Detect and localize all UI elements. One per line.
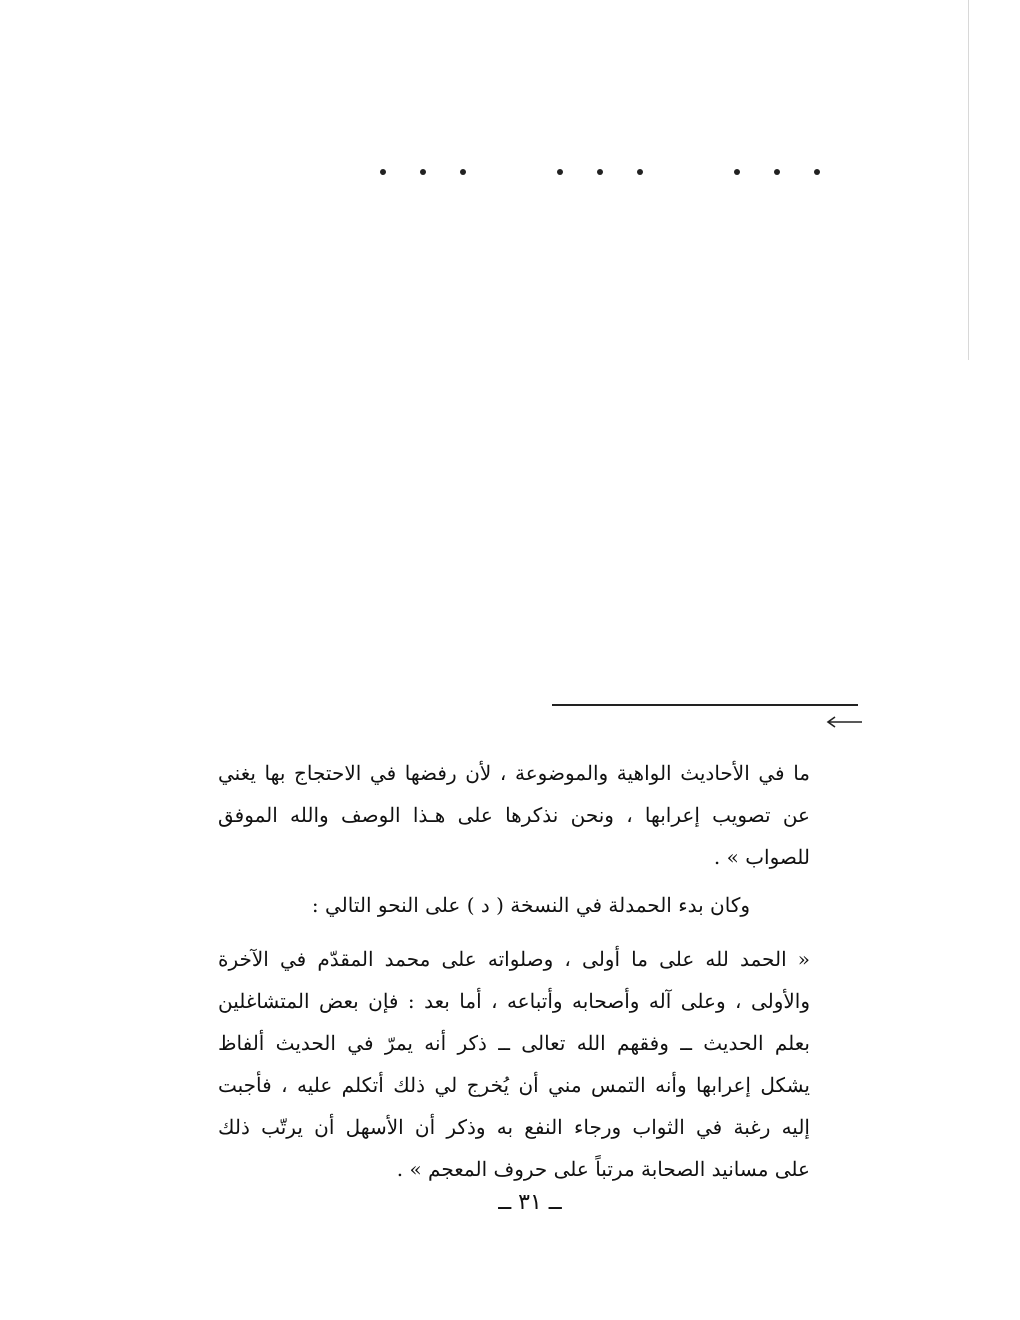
text-line: يشكل إعرابها وأنه التمس مني أن يُخرج لي ذلك أتكلم عليه ، فأجبت	[218, 1073, 810, 1097]
page-number: ــ ٣١ ــ	[498, 1190, 562, 1215]
dot-group-left	[380, 169, 466, 175]
dot	[460, 169, 466, 175]
footnote-continuation-paragraph	[218, 752, 810, 878]
text-line: على مسانيد الصحابة مرتباً على حروف المعجم » .	[396, 1157, 810, 1181]
text-line: وكان بدء الحمدلة في النسخة ( د ) على النحو التالي :	[311, 893, 750, 917]
text-line: عن تصويب إعرابها ، ونحن نذكرها على هـذا الوصف والله الموفق	[218, 803, 810, 827]
text-line: « الحمد لله على ما أولى ، وصلواته على محمد المقدّم في الآخرة	[218, 947, 810, 971]
dot-group-middle	[557, 169, 643, 175]
text-line: للصواب » .	[713, 845, 810, 869]
dot	[557, 169, 563, 175]
dot	[597, 169, 603, 175]
text-line: ما في الأحاديث الواهية والموضوعة ، لأن رفضها في الاحتجاج بها يغني	[218, 761, 810, 785]
intro-sentence	[218, 884, 750, 926]
footnote-separator-line	[552, 704, 858, 706]
text-line: والأولى ، وعلى آله وأصحابه وأتباعه ، أما بعد : فإن بعض المتشاغلين	[218, 989, 810, 1013]
dot-group-right	[734, 169, 820, 175]
text-line: بعلم الحديث ــ وفقهم الله تعالى ــ ذكر أنه يمرّ في الحديث ألفاظ	[218, 1031, 810, 1055]
continuation-arrow-icon	[824, 712, 864, 732]
section-divider-dots	[380, 160, 820, 184]
dot	[774, 169, 780, 175]
dot	[420, 169, 426, 175]
dot	[734, 169, 740, 175]
dot	[637, 169, 643, 175]
quoted-paragraph	[218, 938, 810, 1190]
page-edge-line	[968, 0, 969, 360]
dot	[814, 169, 820, 175]
dot	[380, 169, 386, 175]
text-line: إليه رغبة في الثواب ورجاء النفع به وذكر أن الأسهل أن يرتّب ذلك	[218, 1115, 810, 1139]
